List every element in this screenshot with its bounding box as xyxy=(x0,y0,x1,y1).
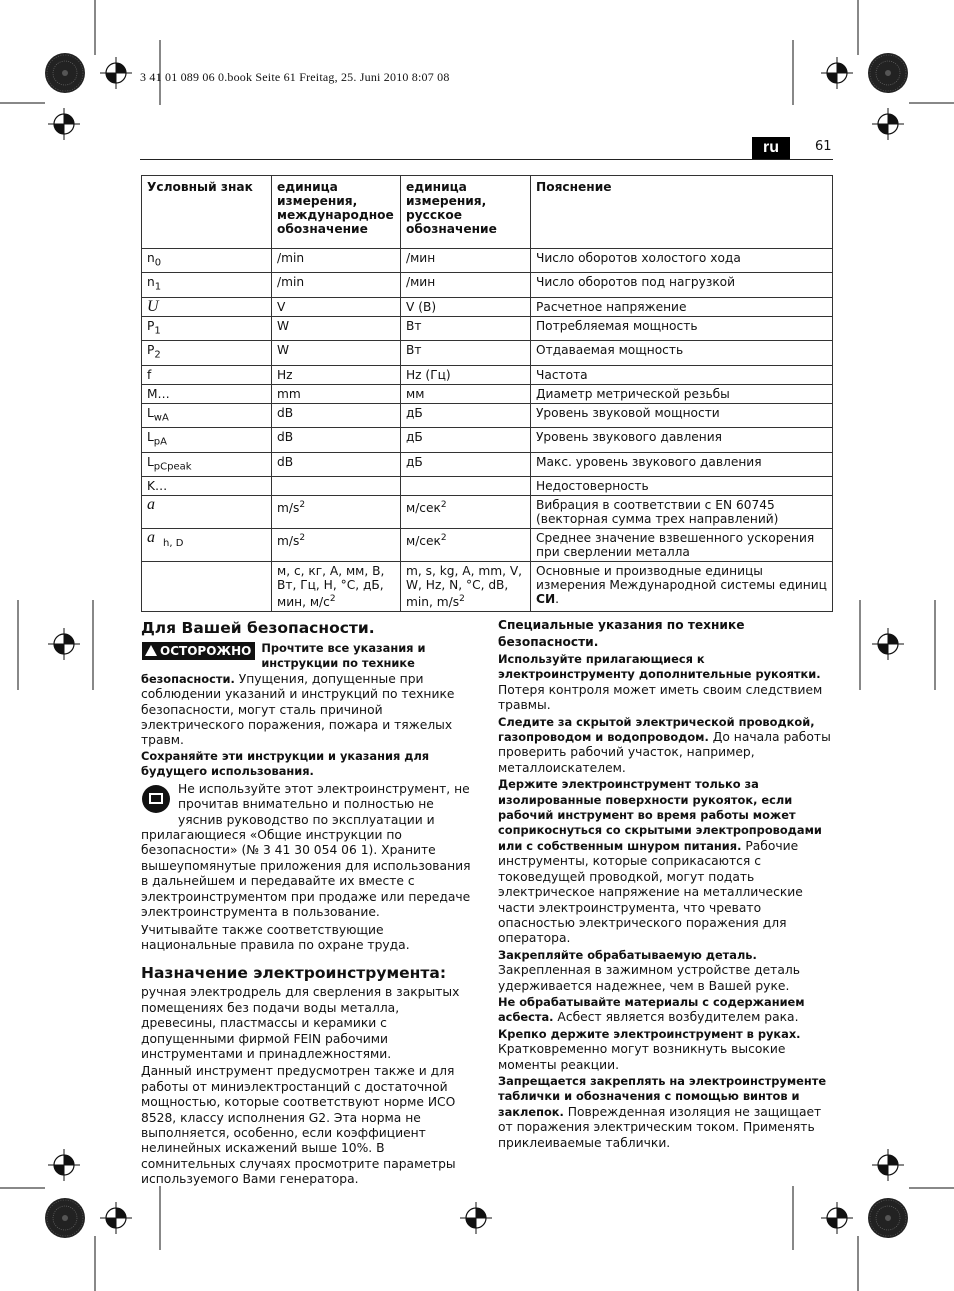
symbol-subscript: h, D xyxy=(163,537,184,549)
safety-item xyxy=(498,948,832,994)
read-manual-icon xyxy=(142,785,170,813)
description-cell xyxy=(531,496,833,529)
table-row xyxy=(142,529,833,562)
symbol-cell xyxy=(142,384,272,403)
symbol-subscript: 1 xyxy=(154,281,162,293)
print-line: 3 41 01 089 06 0.book Seite 61 Freitag, 25. Juni 2010 8:07 08 xyxy=(140,70,450,84)
safety-item-text: Поврежденная изоляция не защищает от поражения электрическим током. Применять приклеиваемые таблички. xyxy=(498,1104,822,1150)
superscript: 2 xyxy=(440,500,447,511)
ru-unit-cell xyxy=(401,403,531,427)
description-cell xyxy=(531,316,833,340)
intl-unit: m/s xyxy=(277,501,300,516)
table-row xyxy=(142,341,833,365)
symbol: L xyxy=(147,454,154,469)
safety-item-bold: Закрепляйте обрабатываемую деталь. xyxy=(498,947,757,962)
description: Диаметр метрической резьбы xyxy=(536,386,730,401)
ru-unit-cell xyxy=(401,496,531,529)
ru-unit-cell xyxy=(401,529,531,562)
safety-item-text: Кратковременно могут возникнуть высокие моменты реакции. xyxy=(498,1042,786,1072)
symbol-cell xyxy=(142,365,272,384)
ru-unit-cell xyxy=(401,365,531,384)
ru-unit: /мин xyxy=(406,251,436,265)
description-cell xyxy=(531,562,833,612)
table-row xyxy=(142,477,833,496)
table-header-cell: Условный знак xyxy=(142,176,272,249)
symbol: a xyxy=(147,529,155,547)
warning-block xyxy=(141,641,475,749)
safety-item-text: Асбест является возбудителем рака. xyxy=(557,1010,799,1025)
safety-item xyxy=(498,777,832,946)
manual-text: Не используйте этот электроинструмент, не прочитав внимательно и полностью не уяснив руководство по эксплуатации и прилагающиеся «Общие инструкции по безопасности» (№ 3 41 30 054 06 1). Храните вышеупомянутые приложения для использования в дальнейшем и передавайте их вместе с электроинструментом при продаже или передаче электроинструмента в пользование. xyxy=(141,781,471,920)
safety-item xyxy=(498,652,832,714)
symbol-subscript: wA xyxy=(153,412,169,424)
safety-items xyxy=(498,652,832,1151)
intl-unit-cell xyxy=(272,365,401,384)
superscript: 2 xyxy=(299,533,306,544)
description-cell xyxy=(531,297,833,316)
language-badge: ru xyxy=(752,137,790,159)
intl-unit: dB xyxy=(277,454,294,469)
units-table xyxy=(141,175,833,612)
symbol-cell xyxy=(142,403,272,427)
intl-unit-cell xyxy=(272,341,401,365)
safety-title: Для Вашей безопасности. xyxy=(141,619,375,637)
description: Отдаваемая мощность xyxy=(536,343,684,358)
symbol: P xyxy=(147,318,155,333)
description: Число оборотов холостого хода xyxy=(536,251,741,265)
intl-unit-cell xyxy=(272,496,401,529)
safety-item-text: Потеря контроля может иметь своим следствием травмы. xyxy=(498,682,823,713)
table-row xyxy=(142,249,833,273)
ru-unit: m, s, kg, A, mm, V, W, Hz, N, °C, dB, min, m/s xyxy=(406,564,523,610)
national-rules-text: Учитывайте также соответствующие национальные правила по охране труда. xyxy=(141,922,410,952)
intl-unit-cell xyxy=(272,428,401,452)
symbol-cell xyxy=(142,529,272,562)
table-row xyxy=(142,273,833,297)
description: Среднее значение взвешенного ускорения при сверлении металла xyxy=(536,531,815,560)
intl-unit: /min xyxy=(277,275,305,290)
ru-unit-cell xyxy=(401,477,531,496)
intl-unit: м, с, кг, А, мм, В, Вт, Гц, Н, °С, дБ, мин, м/с xyxy=(277,564,385,610)
superscript: 2 xyxy=(459,594,465,605)
safety-item-bold: Крепко держите электроинструмент в руках. xyxy=(498,1026,801,1041)
right-column xyxy=(498,617,832,1151)
ru-unit: Вт xyxy=(406,343,422,358)
units-table-body xyxy=(142,249,833,612)
intl-unit: W xyxy=(277,343,290,358)
intl-unit: m/s xyxy=(277,534,300,549)
superscript: 2 xyxy=(440,533,447,544)
header-rule xyxy=(140,159,833,160)
table-row xyxy=(142,562,833,612)
table-row xyxy=(142,428,833,452)
table-row xyxy=(142,384,833,403)
ru-unit: м/сек xyxy=(406,534,441,549)
symbol: L xyxy=(147,430,154,445)
page-number: 61 xyxy=(815,139,832,154)
symbol: n xyxy=(147,275,155,290)
ru-unit-cell xyxy=(401,273,531,297)
safety-item-text: Закрепленная в зажимном устройстве деталь удерживается надежнее, чем в Вашей руке. xyxy=(498,963,800,993)
description-cell xyxy=(531,341,833,365)
description-cell xyxy=(531,365,833,384)
description-tail: . xyxy=(555,592,560,607)
left-column xyxy=(141,618,475,1188)
table-row xyxy=(142,365,833,384)
intl-unit: dB xyxy=(277,430,294,445)
intl-unit: dB xyxy=(277,405,294,420)
symbol-subscript: pA xyxy=(153,436,167,448)
intl-unit-cell xyxy=(272,562,401,612)
generator-text: Данный инструмент предусмотрен также и для работы от миниэлектростанций с достаточной мощностью, которые соответствуют норме ИСО 8528, классу исполнения G2. Эта норма не выполняется, особенно, если коэффициент нелинейных искажений выше 10%. В сомнительных случаях просмотрите параметры используемого Вами генератора. xyxy=(141,1064,456,1187)
symbol-cell xyxy=(142,496,272,529)
table-row xyxy=(142,316,833,340)
intl-unit-cell xyxy=(272,384,401,403)
table-row xyxy=(142,496,833,529)
intl-unit-cell xyxy=(272,273,401,297)
intl-unit: mm xyxy=(277,386,301,401)
safety-item-bold: Используйте прилагающиеся к электроинструменту дополнительные рукоятки. xyxy=(498,652,821,682)
warning-text: Упущения, допущенные при соблюдении указаний и инструкций по технике безопасности, могут сталь причиной электрического поражения, пожара и тяжелых травм. xyxy=(141,671,455,748)
intl-unit-cell xyxy=(272,452,401,476)
manual-block xyxy=(141,782,475,921)
table-header-cell: единица измерения, русское обозначение xyxy=(401,176,531,249)
table-header-cell: Пояснение xyxy=(531,176,833,249)
ru-unit: дБ xyxy=(406,405,423,420)
table-header-cell: единица измерения, международное обозначение xyxy=(272,176,401,249)
symbol: K… xyxy=(147,479,168,494)
description-cell xyxy=(531,428,833,452)
intl-unit-cell xyxy=(272,316,401,340)
symbol-cell xyxy=(142,477,272,496)
symbol: U xyxy=(147,297,159,315)
ru-unit: V (В) xyxy=(406,299,437,314)
symbol-cell xyxy=(142,452,272,476)
purpose-title: Назначение электроинструмента: xyxy=(141,964,447,983)
description: Уровень звукового давления xyxy=(536,430,722,445)
ru-unit: Hz (Гц) xyxy=(406,367,451,382)
superscript: 2 xyxy=(329,594,336,605)
table-row xyxy=(142,297,833,316)
safety-item xyxy=(498,995,832,1026)
safety-item xyxy=(498,715,832,777)
symbol-subscript: 0 xyxy=(154,257,162,269)
intl-unit: /min xyxy=(277,251,305,265)
symbol-cell xyxy=(142,273,272,297)
intl-unit-cell xyxy=(272,249,401,273)
keep-instructions-text: Сохраняйте эти инструкции и указания для будущего использования. xyxy=(141,748,430,778)
description: Число оборотов под нагрузкой xyxy=(536,275,736,290)
description-cell xyxy=(531,452,833,476)
symbol-cell xyxy=(142,341,272,365)
special-safety-title: Специальные указания по технике безопасности. xyxy=(498,618,745,649)
ru-unit: дБ xyxy=(406,454,423,469)
description: Недостоверность xyxy=(536,479,649,494)
symbol: L xyxy=(147,405,154,420)
description: Уровень звуковой мощности xyxy=(536,405,720,420)
symbol-cell xyxy=(142,316,272,340)
description: Основные и производные единицы измерения Международной системы единиц xyxy=(536,564,827,593)
safety-item xyxy=(498,1027,832,1073)
ru-unit-cell xyxy=(401,384,531,403)
ru-unit-cell xyxy=(401,341,531,365)
description: Потребляемая мощность xyxy=(536,318,698,333)
ru-unit: дБ xyxy=(406,430,423,445)
warning-label: ОСТОРОЖНО xyxy=(160,644,252,658)
ru-unit: мм xyxy=(406,386,425,401)
safety-item-bold: Не обрабатывайте материалы с содержанием асбеста. xyxy=(498,994,805,1025)
description-cell xyxy=(531,273,833,297)
ru-unit-cell xyxy=(401,452,531,476)
description-cell xyxy=(531,249,833,273)
symbol: M… xyxy=(147,386,170,401)
ru-unit-cell xyxy=(401,249,531,273)
safety-item-bold: Запрещается закреплять на электроинструменте таблички и обозначения с помощью винтов и заклепок. xyxy=(498,1073,827,1119)
ru-unit: м/сек xyxy=(406,501,441,516)
safety-item xyxy=(498,1074,832,1151)
description: Вибрация в соответствии с EN 60745 (векторная сумма трех направлений) xyxy=(536,498,779,527)
intl-unit: W xyxy=(277,318,290,333)
intl-unit-cell xyxy=(272,529,401,562)
symbol-subscript: 1 xyxy=(154,325,161,337)
intl-unit: Hz xyxy=(277,367,293,382)
symbol: P xyxy=(147,343,155,358)
intl-unit: V xyxy=(277,299,286,314)
table-header-row xyxy=(142,176,833,249)
description-bold: СИ xyxy=(536,592,556,607)
intl-unit-cell xyxy=(272,477,401,496)
description-cell xyxy=(531,384,833,403)
symbol-subscript: pCpeak xyxy=(153,461,192,473)
safety-item-bold: Держите электроинструмент только за изолированные поверхности рукояток, если рабочий инструмент во время работы может соприкоснуться со скрытыми электропроводами или с собственным шнуром питания. xyxy=(498,777,822,853)
symbol-cell xyxy=(142,428,272,452)
symbol-subscript: 2 xyxy=(154,349,161,361)
symbol: f xyxy=(147,367,152,382)
description: Частота xyxy=(536,367,588,382)
safety-item-text: Рабочие инструменты, которые соприкасаются с токоведущей проводкой, могут подать электрическое напряжение на металлические части электроинструмента, что чревато опасностью электрического поражения для оператора. xyxy=(498,838,803,946)
symbol-cell xyxy=(142,562,272,612)
table-row xyxy=(142,403,833,427)
description: Макс. уровень звукового давления xyxy=(536,454,762,469)
purpose-text: ручная электродрель для сверления в закрытых помещениях без подачи воды металла, древесины, пластмассы и керамики с допущенными фирмой FEIN рабочими инструментами и принадлежностями. xyxy=(141,985,460,1061)
description-cell xyxy=(531,529,833,562)
superscript: 2 xyxy=(299,500,306,511)
warning-bold-text: Прочтите все указания и инструкции по технике безопасности. xyxy=(141,641,426,686)
symbol: n xyxy=(147,251,155,265)
symbol: a xyxy=(147,496,155,514)
safety-item-text: До начала работы проверить рабочий участок, например, металлоискателем. xyxy=(498,730,831,775)
ru-unit: /мин xyxy=(406,275,436,290)
warning-triangle-icon xyxy=(145,645,157,656)
symbol-cell xyxy=(142,249,272,273)
ru-unit-cell xyxy=(401,428,531,452)
intl-unit-cell xyxy=(272,403,401,427)
safety-item-bold: Следите за скрытой электрической проводкой, газопроводом и водопроводом. xyxy=(498,714,815,745)
description-cell xyxy=(531,477,833,496)
intl-unit-cell xyxy=(272,297,401,316)
ru-unit-cell xyxy=(401,297,531,316)
ru-unit-cell xyxy=(401,316,531,340)
table-row xyxy=(142,452,833,476)
description: Расчетное напряжение xyxy=(536,299,687,314)
description-cell xyxy=(531,403,833,427)
ru-unit-cell xyxy=(401,562,531,612)
symbol-cell xyxy=(142,297,272,316)
ru-unit: Вт xyxy=(406,318,422,333)
warning-badge xyxy=(142,642,255,660)
